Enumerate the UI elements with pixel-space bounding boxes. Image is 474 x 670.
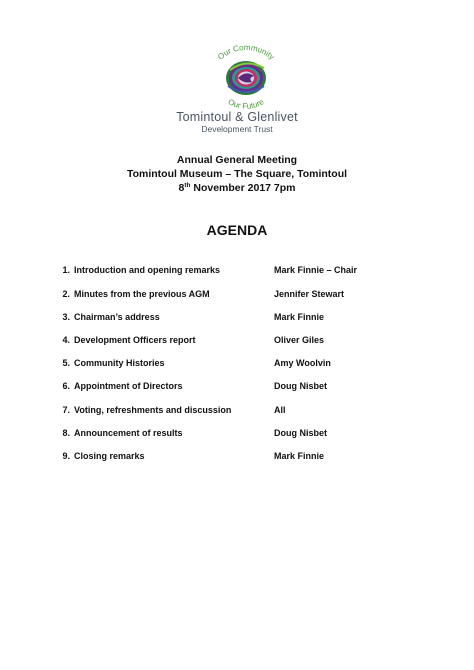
agenda-item [58, 405, 438, 421]
item-number: 8. [62, 428, 70, 438]
item-presenter: Doug Nisbet [274, 381, 327, 391]
date-day: 8 [178, 182, 185, 194]
item-number: 5. [62, 358, 70, 368]
item-title: Minutes from the previous AGM [74, 289, 210, 299]
logo-arc-bottom: Our Future [226, 97, 266, 111]
item-presenter: All [274, 405, 286, 415]
item-number: 3. [62, 312, 70, 322]
agenda-item [58, 381, 438, 397]
item-presenter: Mark Finnie – Chair [274, 265, 358, 275]
date-suffix: th [184, 182, 191, 189]
meeting-heading [0, 153, 474, 195]
logo-arc-top: Our Community [216, 42, 277, 62]
date-rest: November 2017 7pm [190, 182, 296, 194]
item-title: Development Officers report [74, 335, 196, 345]
item-number: 7. [62, 405, 70, 415]
item-number: 9. [62, 451, 70, 461]
agenda-item [58, 451, 438, 467]
item-title: Appointment of Directors [74, 381, 183, 391]
item-title: Closing remarks [74, 451, 145, 461]
community-emblem-icon [206, 40, 286, 112]
org-name: Tomintoul & Glenlivet [176, 110, 298, 124]
agenda-item [58, 358, 438, 374]
trust-logo [0, 0, 474, 140]
item-title: Community Histories [74, 358, 165, 368]
item-presenter: Jennifer Stewart [274, 289, 345, 299]
item-title: Voting, refreshments and discussion [74, 405, 232, 415]
item-presenter: Mark Finnie [274, 451, 325, 461]
item-presenter: Mark Finnie [274, 312, 325, 322]
agenda-item [58, 265, 438, 281]
item-presenter: Amy Woolvin [274, 358, 331, 368]
item-number: 6. [62, 381, 70, 391]
meeting-date [0, 181, 474, 195]
svg-text:Our Community [216, 43, 276, 62]
svg-text:Our Future [227, 97, 266, 111]
meeting-location: Tomintoul Museum – The Square, Tomintoul [126, 168, 348, 180]
agenda-title: AGENDA [206, 222, 268, 238]
item-title: Introduction and opening remarks [74, 265, 221, 275]
item-number: 2. [62, 289, 70, 299]
item-title: Chairman’s address [74, 312, 160, 322]
item-presenter: Oliver Giles [274, 335, 325, 345]
item-number: 4. [62, 335, 70, 345]
item-presenter: Doug Nisbet [274, 428, 327, 438]
item-number: 1. [62, 265, 70, 275]
item-title: Announcement of results [74, 428, 183, 438]
agenda-item [58, 312, 438, 328]
meeting-title: Annual General Meeting [176, 154, 298, 166]
org-subtitle: Development Trust [201, 124, 273, 134]
agenda-item [58, 289, 438, 305]
agenda-item [58, 335, 438, 351]
agenda-item [58, 428, 438, 444]
